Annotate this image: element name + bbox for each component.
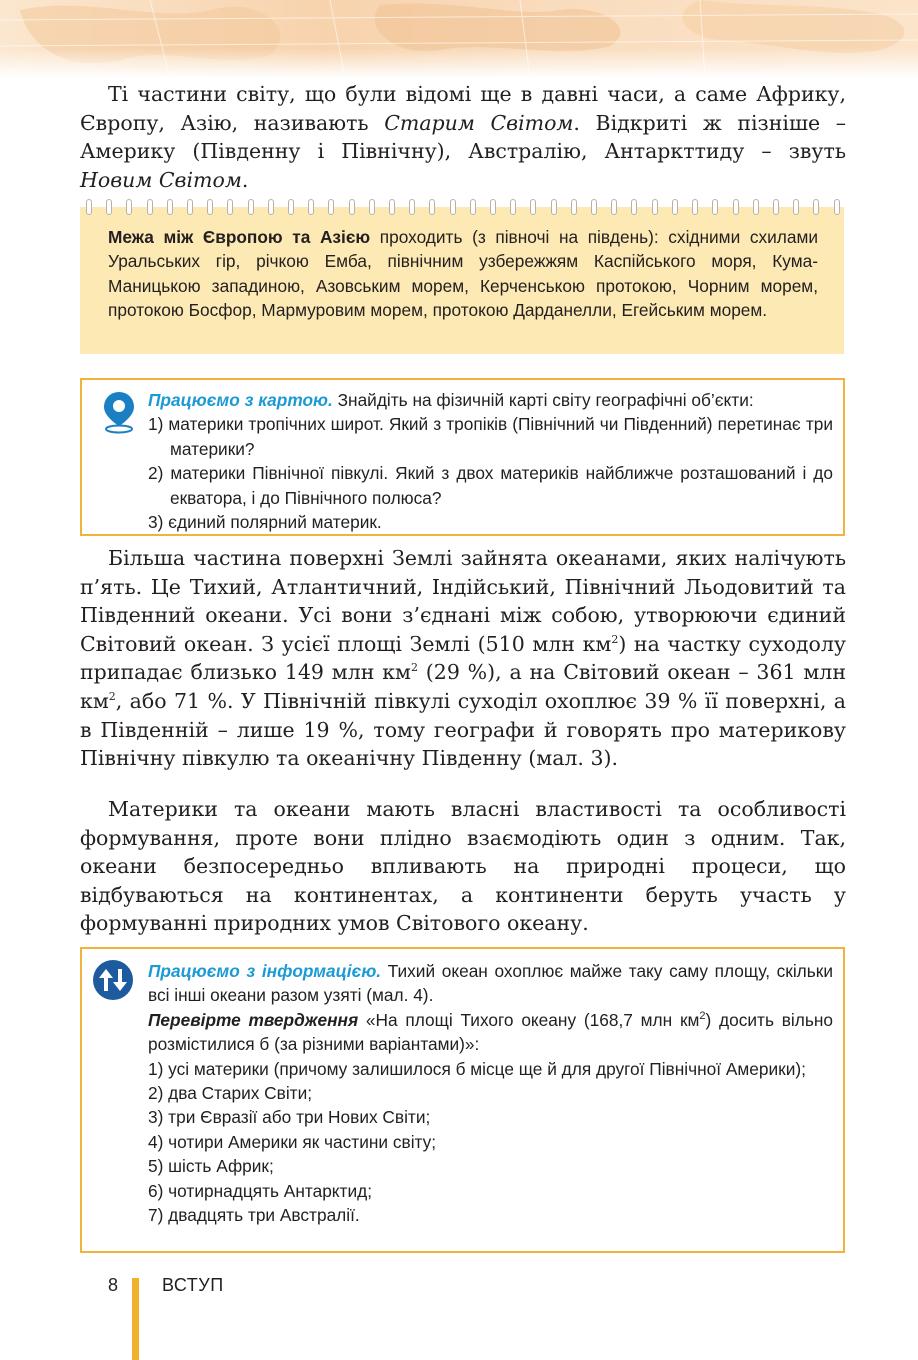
spiral-ring bbox=[470, 199, 476, 215]
footer-accent-bar bbox=[132, 1278, 139, 1360]
check-statement-text-b: ) досить вільно розмістилися б (за різними варіантами)»: bbox=[148, 1009, 833, 1055]
info-task-intro: Тихий океан охоплює майже таку саму площу, скільки всі інші океани разом узяті (мал. 4). bbox=[148, 961, 833, 1006]
spiral-ring bbox=[106, 199, 112, 215]
info-task-content bbox=[148, 959, 833, 1227]
page-number: 8 bbox=[108, 1275, 119, 1295]
info-task-item: 3) три Євразії або три Нових Світи; bbox=[148, 1107, 431, 1128]
map-task-box bbox=[80, 378, 845, 536]
spiral-ring bbox=[126, 199, 132, 215]
intro-text-b: . Відкриті ж пізніше – Америку (Південну і Північну), Австралію, Антаркттиду – звуть bbox=[80, 110, 846, 164]
section-title: ВСТУП bbox=[162, 1275, 224, 1295]
spiral-ring bbox=[147, 199, 153, 215]
info-task-lead bbox=[148, 959, 833, 1008]
border-note-text: проходить (з півночі на південь): східними схилами Уральських гір, річкою Емба, північним узбережжям Каспійського моря, Кума-Маницькою западиною, Азовським морем, Керченською протокою, Чорним морем, протокою Босфор, Мармуровим морем, протокою Дарданелли, Егейським морем. bbox=[108, 227, 818, 321]
info-task-item: 7) двадцять три Австралії. bbox=[148, 1205, 360, 1226]
border-note-heading: Межа між Європою та Азією bbox=[108, 227, 371, 247]
spiral-ring bbox=[591, 199, 597, 215]
info-task-box bbox=[80, 947, 845, 1253]
border-note-box bbox=[80, 207, 844, 354]
superscript: 2 bbox=[410, 661, 418, 675]
spiral-ring bbox=[288, 199, 294, 215]
spiral-ring bbox=[450, 199, 456, 215]
oceans-text-1: Більша частина поверхні Землі зайнята океанами, яких налічують п’ять. Це Тихий, Атлантичний, Індійський, Північний Льодовитий та Південний океани. Усі вони з’єднані між собою, утворюючи єдиний Світовий океан. З усієї площі Землі ( bbox=[80, 546, 846, 656]
ocean-area-value: 361 млн км bbox=[80, 660, 846, 713]
info-task-check bbox=[148, 1008, 833, 1057]
spiral-ring bbox=[571, 199, 577, 215]
header-map-banner bbox=[0, 0, 918, 78]
interaction-paragraph: Материки та океани мають власні властивості та особливості формування, проте вони плідно взаємодіють один з одним. Так, океани безпосередньо впливають на природні процеси, що відбуваються на континентах, а континенти беруть участь у формуванні природних умов Світового океану. bbox=[80, 797, 846, 936]
spiral-ring bbox=[793, 199, 799, 215]
spiral-ring bbox=[530, 199, 536, 215]
info-task-item: 6) чотирнадцять Антарктид; bbox=[148, 1180, 373, 1201]
spiral-ring bbox=[611, 199, 617, 215]
spiral-ring bbox=[490, 199, 496, 215]
spiral-ring bbox=[551, 199, 557, 215]
map-task-item: 2) материки Північної півкулі. Який з двох материків найближче розташований і до екватора, і до Північного полюса? bbox=[148, 463, 833, 508]
map-task-item: 3) єдиний полярний материк. bbox=[148, 512, 382, 533]
spiral-ring bbox=[308, 199, 314, 215]
spiral-ring bbox=[409, 199, 415, 215]
intro-text-a: Ті частини світу, що були відомі ще в давні часи, а саме Африку, Європу, Азію, називають bbox=[80, 82, 846, 135]
spiral-ring bbox=[834, 199, 840, 215]
oceans-text-4: , або 71 %. У Північній півкулі суходіл охоплює 39 % її поверхні, а в Південній – лише 19 %, тому географи й говорять про материкову Північну півкулю та океанічну Південну (мал. 3). bbox=[80, 688, 846, 771]
info-task-item: 2) два Старих Світи; bbox=[148, 1083, 313, 1104]
spiral-ring bbox=[753, 199, 759, 215]
spiral-ring bbox=[692, 199, 698, 215]
info-task-item: 4) чотири Америки як частини світу; bbox=[148, 1131, 437, 1152]
spiral-ring bbox=[813, 199, 819, 215]
spiral-ring bbox=[86, 199, 92, 215]
earth-area-value: 510 млн км bbox=[485, 631, 612, 656]
intro-paragraph bbox=[80, 80, 846, 194]
info-task-item: 1) усі материки (причому залишилося б місце ще й для другої Північної Америки); bbox=[148, 1058, 806, 1079]
map-task-lead bbox=[148, 388, 833, 412]
map-pin-icon bbox=[102, 390, 136, 440]
map-task-list bbox=[148, 412, 833, 534]
spiral-ring bbox=[712, 199, 718, 215]
oceans-paragraph bbox=[80, 544, 846, 773]
world-map-decoration bbox=[0, 0, 918, 78]
spiral-ring bbox=[187, 199, 193, 215]
map-task-intro: Знайдіть на фізичній карті світу географічні об’єкти: bbox=[332, 390, 754, 410]
old-world-term: Старим Світом bbox=[384, 110, 574, 135]
new-world-term: Новим Світом bbox=[80, 167, 242, 192]
oceans-text-3: (29 %), а на Світовий океан – bbox=[417, 660, 757, 685]
spiral-ring bbox=[652, 199, 658, 215]
spiral-ring bbox=[672, 199, 678, 215]
info-task-list bbox=[148, 1057, 833, 1228]
land-area-value: 149 млн км bbox=[284, 660, 411, 685]
spiral-ring bbox=[207, 199, 213, 215]
map-task-heading: Працюємо з картою. bbox=[148, 390, 333, 410]
check-statement-heading: Перевірте твердження bbox=[148, 1009, 359, 1030]
intro-text-c: . bbox=[241, 167, 249, 192]
info-task-heading: Працюємо з інформацією. bbox=[148, 961, 382, 981]
spiral-ring bbox=[248, 199, 254, 215]
spiral-ring bbox=[167, 199, 173, 215]
spiral-ring bbox=[389, 199, 395, 215]
superscript: 2 bbox=[611, 632, 619, 646]
map-task-item: 1) материки тропічних широт. Який з тропіків (Північний чи Південний) перетинає три материки? bbox=[148, 414, 833, 459]
spiral-ring bbox=[631, 199, 637, 215]
spiral-ring bbox=[510, 199, 516, 215]
check-statement-text-a: «На площі Тихого океану (168,7 млн км bbox=[358, 1009, 700, 1030]
spiral-ring bbox=[369, 199, 375, 215]
spiral-ring bbox=[349, 199, 355, 215]
superscript: 2 bbox=[108, 690, 116, 704]
spiral-ring bbox=[429, 199, 435, 215]
notebook-spiral-binding bbox=[80, 197, 846, 217]
spiral-ring bbox=[773, 199, 779, 215]
info-exchange-icon bbox=[92, 959, 134, 1007]
oceans-text-2: ) на частку суходолу припадає близько bbox=[80, 631, 846, 685]
spiral-ring bbox=[268, 199, 274, 215]
map-task-content bbox=[148, 388, 833, 534]
spiral-ring bbox=[227, 199, 233, 215]
spiral-ring bbox=[733, 199, 739, 215]
superscript: 2 bbox=[699, 1010, 706, 1023]
spiral-ring bbox=[328, 199, 334, 215]
info-task-item: 5) шість Африк; bbox=[148, 1156, 274, 1177]
